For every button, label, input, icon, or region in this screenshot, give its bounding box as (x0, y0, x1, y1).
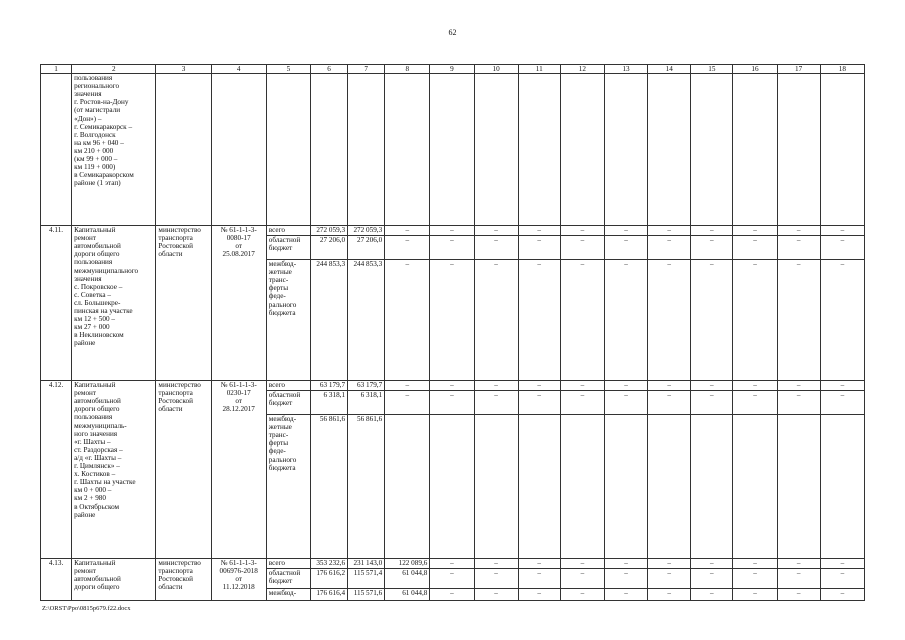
table-cell (156, 74, 211, 226)
value-year: – (777, 391, 820, 415)
column-header: 6 (310, 65, 347, 74)
value-year: – (560, 559, 604, 569)
value-year (691, 415, 733, 559)
table-cell (820, 74, 864, 226)
value-year: – (733, 569, 777, 589)
funding-source-line: ферты (268, 284, 289, 293)
value-year: – (518, 569, 560, 589)
value-year: 122 089,6 (385, 559, 430, 569)
description-line: автомобильной (74, 397, 121, 406)
table-cell (604, 74, 647, 226)
description-line: автомобильной (74, 575, 121, 584)
value-year: – (820, 589, 864, 601)
row-number: 4.12. (41, 381, 72, 559)
description-line: г. Ростов-на-Дону (74, 98, 129, 107)
value-year (604, 415, 647, 559)
column-header: 11 (518, 65, 560, 74)
row-document (211, 381, 266, 559)
funding-source (266, 559, 310, 569)
value-total: 272 059,3 (310, 226, 347, 236)
row-description (72, 559, 156, 601)
value-year: – (691, 381, 733, 391)
document-line: 006976-2018 (219, 567, 258, 576)
column-header: 5 (266, 65, 310, 74)
funding-source (266, 236, 310, 260)
description-line: пользования (74, 413, 113, 422)
document-line: от (235, 397, 242, 406)
value-year: – (820, 381, 864, 391)
description-line: «г. Шахты – (74, 437, 111, 446)
column-header: 14 (648, 65, 691, 74)
value-year: – (733, 236, 777, 260)
value-year (385, 415, 430, 559)
row-number: 4.11. (41, 226, 72, 381)
value-year: – (820, 559, 864, 569)
organization-line: Ростовской (158, 575, 193, 584)
funding-source-line: межбюд- (268, 415, 297, 424)
document-line: № 61-1-1-3- (220, 226, 257, 235)
value-year: – (518, 226, 560, 236)
value-year: – (777, 569, 820, 589)
description-line: автомобильной (74, 242, 121, 251)
document-line: 28.12.2017 (222, 405, 255, 414)
value-year: – (691, 559, 733, 569)
column-header: 9 (430, 65, 474, 74)
description-line: районе (74, 510, 96, 519)
funding-source-line: рального (268, 455, 297, 464)
funding-source (266, 226, 310, 236)
table-cell (430, 74, 474, 226)
description-line: Капитальный (74, 381, 116, 390)
table-cell (211, 74, 266, 226)
description-line: значения (74, 90, 102, 99)
value-year: – (648, 226, 691, 236)
value-year: – (430, 226, 474, 236)
column-header: 15 (691, 65, 733, 74)
organization-line: области (158, 405, 183, 414)
description-line: ремонт (74, 234, 97, 243)
value-year: – (560, 391, 604, 415)
value-year (648, 415, 691, 559)
table-cell (474, 74, 518, 226)
organization-line: транспорта (158, 567, 193, 576)
value-year: 56 861,6 (348, 415, 385, 559)
row-organization (156, 559, 211, 601)
value-year: – (648, 236, 691, 260)
value-year: – (518, 260, 560, 381)
value-year: – (691, 226, 733, 236)
value-year: – (820, 391, 864, 415)
organization-line: министерство (158, 559, 201, 568)
column-header: 4 (211, 65, 266, 74)
organization-line: министерство (158, 226, 201, 235)
value-year: – (604, 260, 647, 381)
page-number: 62 (448, 28, 457, 37)
value-year: – (604, 589, 647, 601)
document-line: 11.12.2018 (222, 583, 255, 592)
description-line: ремонт (74, 389, 97, 398)
value-year: – (733, 381, 777, 391)
value-year (560, 415, 604, 559)
funding-source-line: всего (268, 226, 285, 235)
row-document (211, 559, 266, 601)
value-year: – (518, 236, 560, 260)
value-year: – (820, 226, 864, 236)
value-year: – (518, 589, 560, 601)
description-line: пинская на участке (74, 307, 133, 316)
value-year: – (385, 260, 430, 381)
description-line: ремонт (74, 567, 97, 576)
value-year (820, 415, 864, 559)
budget-table (40, 64, 865, 601)
row-organization (156, 226, 211, 381)
description-line: км 0 + 000 – (74, 486, 112, 495)
table-cell (648, 74, 691, 226)
value-year: – (560, 260, 604, 381)
description-line: км 27 + 000 (74, 323, 110, 332)
value-total: 353 232,6 (310, 559, 347, 569)
description-line: г. Волгодонск (74, 130, 116, 139)
description-line: пользования (74, 258, 113, 267)
funding-source-line: бюджета (268, 463, 296, 472)
document-line: от (235, 242, 242, 251)
description-line: в Семикаракорском (74, 171, 134, 180)
value-year: – (648, 589, 691, 601)
column-header: 8 (385, 65, 430, 74)
row-description (72, 74, 156, 226)
value-year (777, 415, 820, 559)
value-total: 176 616,4 (310, 589, 347, 601)
description-line: межмуниципаль- (74, 421, 127, 430)
value-year: – (385, 391, 430, 415)
value-year: – (604, 391, 647, 415)
value-year: – (430, 559, 474, 569)
description-line: районе (1 этап) (74, 179, 121, 188)
funding-source-line: областной (268, 569, 301, 578)
value-year: – (691, 236, 733, 260)
description-line: значения (74, 274, 102, 283)
value-year: – (777, 559, 820, 569)
value-year: – (474, 559, 518, 569)
value-year: – (604, 226, 647, 236)
funding-source-line: межбюд- (268, 260, 297, 269)
value-year: – (648, 569, 691, 589)
funding-source-line: бюджет (268, 399, 293, 408)
row-description (72, 226, 156, 381)
value-total: 244 853,3 (310, 260, 347, 381)
value-year: – (820, 569, 864, 589)
funding-source-line: жетные (268, 423, 292, 432)
row-description (72, 381, 156, 559)
funding-source-line: областной (268, 391, 301, 400)
description-line: сл. Большекре- (74, 298, 121, 307)
table-row (41, 381, 865, 391)
value-year: – (474, 260, 518, 381)
value-year: – (385, 236, 430, 260)
value-year: – (648, 559, 691, 569)
value-year (430, 415, 474, 559)
value-year: 61 044,8 (385, 589, 430, 601)
value-year: – (474, 236, 518, 260)
value-year: 27 206,0 (348, 236, 385, 260)
organization-line: министерство (158, 381, 201, 390)
column-header: 7 (348, 65, 385, 74)
value-year (733, 415, 777, 559)
value-year: – (560, 236, 604, 260)
funding-source-line: транс- (268, 276, 289, 285)
description-line: в Октябрьском (74, 502, 120, 511)
value-total: 6 318,1 (310, 391, 347, 415)
value-year: – (474, 381, 518, 391)
table-row (41, 74, 865, 226)
description-line: ст. Раздорская – (74, 445, 123, 454)
value-year: – (733, 391, 777, 415)
table-cell (518, 74, 560, 226)
description-line: Капитальный (74, 226, 116, 235)
funding-source-line: межбюд- (268, 589, 297, 598)
table-cell (733, 74, 777, 226)
value-year: 115 571,4 (348, 569, 385, 589)
table-cell (41, 74, 72, 226)
value-year: 272 059,3 (348, 226, 385, 236)
value-year: – (777, 381, 820, 391)
table-cell (266, 74, 310, 226)
value-year: – (691, 391, 733, 415)
column-header: 3 (156, 65, 211, 74)
organization-line: транспорта (158, 234, 193, 243)
description-line: г. Семикаракорск – (74, 122, 133, 131)
funding-source (266, 415, 310, 559)
funding-source (266, 260, 310, 381)
table-cell (777, 74, 820, 226)
funding-source-line: бюджет (268, 577, 293, 586)
description-line: ного значения (74, 429, 118, 438)
document-line: от (235, 575, 242, 584)
description-line: на км 96 + 040 – (74, 138, 124, 147)
description-line: км 2 + 980 (74, 494, 106, 503)
column-header: 13 (604, 65, 647, 74)
value-year: – (648, 260, 691, 381)
value-year: – (733, 559, 777, 569)
value-year: 6 318,1 (348, 391, 385, 415)
value-year: – (518, 391, 560, 415)
description-line: в Неклиновском (74, 331, 124, 340)
organization-line: транспорта (158, 389, 193, 398)
description-line: дороги общего (74, 405, 120, 414)
value-year: – (777, 589, 820, 601)
column-header: 2 (72, 65, 156, 74)
description-line: Капитальный (74, 559, 116, 568)
column-header: 17 (777, 65, 820, 74)
funding-source-line: бюджета (268, 308, 296, 317)
funding-source-line: рального (268, 300, 297, 309)
document-line: 0230-17 (226, 389, 251, 398)
value-year: – (604, 236, 647, 260)
value-year: – (733, 260, 777, 381)
value-year: – (430, 569, 474, 589)
funding-source (266, 589, 310, 601)
value-year: – (560, 381, 604, 391)
value-total: 56 861,6 (310, 415, 347, 559)
document-line: 25.08.2017 (222, 250, 255, 259)
description-line: км 210 + 000 (74, 146, 114, 155)
value-year (518, 415, 560, 559)
table-cell (691, 74, 733, 226)
description-line: с. Покровское – (74, 282, 123, 291)
funding-source-line: феде- (268, 447, 286, 456)
description-line: х. Костиков – (74, 470, 116, 479)
value-year: – (604, 569, 647, 589)
document-line: № 61-1-1-3- (220, 559, 257, 568)
column-header: 1 (41, 65, 72, 74)
funding-source (266, 381, 310, 391)
description-line: пользования (74, 74, 113, 83)
file-path-footer: Z:\ORST\Ppo\0815p679.f22.docx (42, 605, 131, 612)
value-year: – (733, 226, 777, 236)
description-line: с. Советка – (74, 290, 111, 299)
description-line: г. Шахты на участке (74, 478, 136, 487)
value-year: – (385, 226, 430, 236)
description-line: дороги общего (74, 250, 120, 259)
description-line: дороги общего (74, 583, 120, 592)
value-year: – (691, 260, 733, 381)
value-year: – (733, 589, 777, 601)
value-year: – (385, 381, 430, 391)
organization-line: области (158, 583, 183, 592)
value-year: 115 571,6 (348, 589, 385, 601)
value-year: 244 853,3 (348, 260, 385, 381)
value-year: – (430, 381, 474, 391)
value-year: – (430, 589, 474, 601)
value-year: – (430, 391, 474, 415)
value-year: – (560, 226, 604, 236)
table-cell (385, 74, 430, 226)
description-line: (км 99 + 000 – (74, 155, 118, 164)
column-header: 12 (560, 65, 604, 74)
table-cell (310, 74, 347, 226)
funding-source-line: феде- (268, 292, 286, 301)
value-total: 27 206,0 (310, 236, 347, 260)
description-line: межмуниципального (74, 266, 139, 275)
organization-line: Ростовской (158, 397, 193, 406)
value-year: – (820, 260, 864, 381)
value-year: – (604, 381, 647, 391)
funding-source (266, 569, 310, 589)
description-line: «Дон») – (74, 114, 102, 123)
value-year: – (474, 569, 518, 589)
funding-source-line: областной (268, 236, 301, 245)
description-line: регионального (74, 82, 120, 91)
value-year: – (518, 559, 560, 569)
description-line: районе (74, 339, 96, 348)
value-year: – (560, 589, 604, 601)
value-year: – (777, 236, 820, 260)
value-year (474, 415, 518, 559)
value-year: – (604, 559, 647, 569)
funding-source-line: всего (268, 381, 285, 390)
value-year: – (474, 391, 518, 415)
row-number: 4.13. (41, 559, 72, 601)
organization-line: Ростовской (158, 242, 193, 251)
header-row (41, 65, 865, 74)
table-cell (348, 74, 385, 226)
description-line: км 119 + 000) (74, 163, 116, 172)
column-header: 16 (733, 65, 777, 74)
description-line: г. Цимлянск» – (74, 462, 120, 471)
column-header: 10 (474, 65, 518, 74)
table-cell (560, 74, 604, 226)
organization-line: области (158, 250, 183, 259)
table-row (41, 559, 865, 569)
funding-source-line: бюджет (268, 244, 293, 253)
value-year: – (560, 569, 604, 589)
table-row (41, 226, 865, 236)
value-total: 176 616,2 (310, 569, 347, 589)
column-header: 18 (820, 65, 864, 74)
funding-source-line: всего (268, 559, 285, 568)
value-year: – (777, 226, 820, 236)
funding-source (266, 391, 310, 415)
value-year: – (691, 569, 733, 589)
value-year: – (430, 260, 474, 381)
row-document (211, 226, 266, 381)
document-line: 0080-17 (226, 234, 251, 243)
funding-source-line: жетные (268, 268, 292, 277)
description-line: км 12 + 500 – (74, 315, 115, 324)
value-year: – (648, 381, 691, 391)
value-year: – (820, 236, 864, 260)
value-total: 63 179,7 (310, 381, 347, 391)
value-year: – (691, 589, 733, 601)
value-year: 61 044,8 (385, 569, 430, 589)
value-year: – (474, 589, 518, 601)
value-year: 63 179,7 (348, 381, 385, 391)
value-year: 231 143,0 (348, 559, 385, 569)
document-line: № 61-1-1-3- (220, 381, 257, 390)
funding-source-line: ферты (268, 439, 289, 448)
funding-source-line: транс- (268, 431, 289, 440)
value-year: – (518, 381, 560, 391)
value-year: – (474, 226, 518, 236)
description-line: (от магистрали (74, 106, 121, 115)
value-year: – (648, 391, 691, 415)
row-organization (156, 381, 211, 559)
value-year: – (430, 236, 474, 260)
value-year: – (777, 260, 820, 381)
description-line: а/д «г. Шахты – (74, 453, 122, 462)
